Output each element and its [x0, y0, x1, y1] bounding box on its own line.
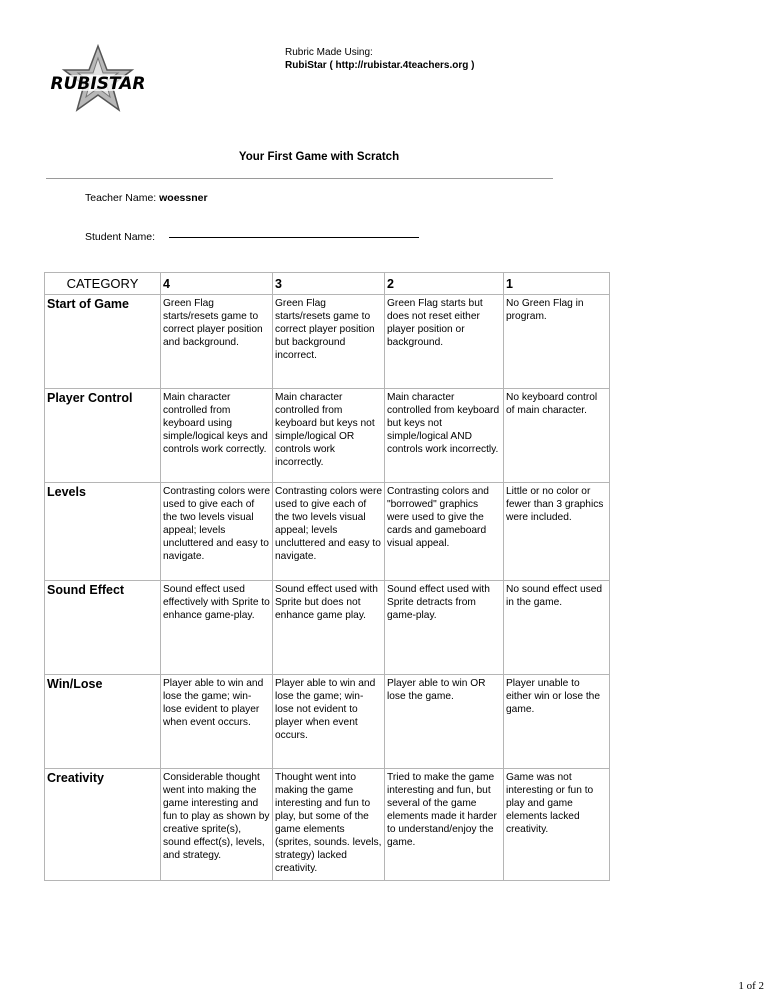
table-cell: No Green Flag in program. — [504, 295, 610, 389]
table-row — [45, 389, 610, 483]
table-cell: Contrasting colors were used to give each of the two levels visual appeal; levels uncluttered and easy to navigate. — [273, 483, 385, 581]
table-cell: Sound effect used with Sprite detracts from game-play. — [385, 581, 504, 675]
header-score-3: 3 — [273, 273, 385, 295]
table-cell: Green Flag starts but does not reset either player position or background. — [385, 295, 504, 389]
divider — [46, 178, 553, 179]
category-start-of-game: Start of Game — [45, 295, 161, 389]
rubric-table — [44, 272, 610, 881]
category-player-control: Player Control — [45, 389, 161, 483]
header-score-1: 1 — [504, 273, 610, 295]
student-label: Student Name: — [85, 231, 156, 243]
teacher-value: woessner — [159, 192, 208, 204]
made-using-label: Rubric Made Using: — [285, 47, 373, 58]
table-cell: Player able to win OR lose the game. — [385, 675, 504, 769]
student-name-line — [85, 231, 419, 243]
teacher-name-line — [85, 192, 208, 204]
category-creativity: Creativity — [45, 769, 161, 881]
table-cell: Main character controlled from keyboard using simple/logical keys and controls work correctly. — [161, 389, 273, 483]
table-row — [45, 483, 610, 581]
table-cell: Main character controlled from keyboard but keys not simple/logical OR controls work incorrectly. — [273, 389, 385, 483]
table-cell: Sound effect used with Sprite but does not enhance game play. — [273, 581, 385, 675]
table-cell: Contrasting colors were used to give each of the two levels visual appeal; levels uncluttered and easy to navigate. — [161, 483, 273, 581]
table-cell: Contrasting colors and "borrowed" graphics were used to give the cards and gameboard visual appeal. — [385, 483, 504, 581]
rubistar-logo — [46, 44, 150, 116]
table-cell: Little or no color or fewer than 3 graphics were included. — [504, 483, 610, 581]
table-cell: Player able to win and lose the game; win-lose evident to player when event occurs. — [161, 675, 273, 769]
table-cell: Game was not interesting or fun to play and game elements lacked creativity. — [504, 769, 610, 881]
header-score-4: 4 — [161, 273, 273, 295]
table-cell: Player unable to either win or lose the game. — [504, 675, 610, 769]
table-row — [45, 769, 610, 881]
table-cell: Green Flag starts/resets game to correct player position but background incorrect. — [273, 295, 385, 389]
table-cell: Tried to make the game interesting and fun, but several of the game elements made it harder to understand/enjoy the game. — [385, 769, 504, 881]
made-using — [285, 46, 474, 72]
teacher-label: Teacher Name: — [85, 192, 157, 204]
category-sound-effect: Sound Effect — [45, 581, 161, 675]
logo-text: RUBISTAR — [50, 74, 146, 94]
student-name-blank[interactable] — [169, 237, 419, 238]
table-row — [45, 295, 610, 389]
page-number: 1 of 2 — [738, 980, 764, 992]
table-row — [45, 581, 610, 675]
table-cell: No sound effect used in the game. — [504, 581, 610, 675]
table-cell: Green Flag starts/resets game to correct player position and background. — [161, 295, 273, 389]
table-cell: Main character controlled from keyboard but keys not simple/logical AND controls work incorrectly. — [385, 389, 504, 483]
table-cell: Player able to win and lose the game; win-lose not evident to player when event occurs. — [273, 675, 385, 769]
table-cell: Sound effect used effectively with Sprite to enhance game-play. — [161, 581, 273, 675]
made-using-url[interactable]: RubiStar ( http://rubistar.4teachers.org ) — [285, 60, 475, 71]
table-cell: Considerable thought went into making the game interesting and fun to play as shown by creative sprite(s), sound effect(s), levels, and strategy. — [161, 769, 273, 881]
page-title: Your First Game with Scratch — [238, 151, 400, 163]
table-header-row — [45, 273, 610, 295]
header-category: CATEGORY — [45, 273, 161, 295]
category-levels: Levels — [45, 483, 161, 581]
table-cell: No keyboard control of main character. — [504, 389, 610, 483]
table-row — [45, 675, 610, 769]
category-win-lose: Win/Lose — [45, 675, 161, 769]
header-score-2: 2 — [385, 273, 504, 295]
table-cell: Thought went into making the game interesting and fun to play, but some of the game elements (sprites, sounds. levels, strategy) lacked creativity. — [273, 769, 385, 881]
